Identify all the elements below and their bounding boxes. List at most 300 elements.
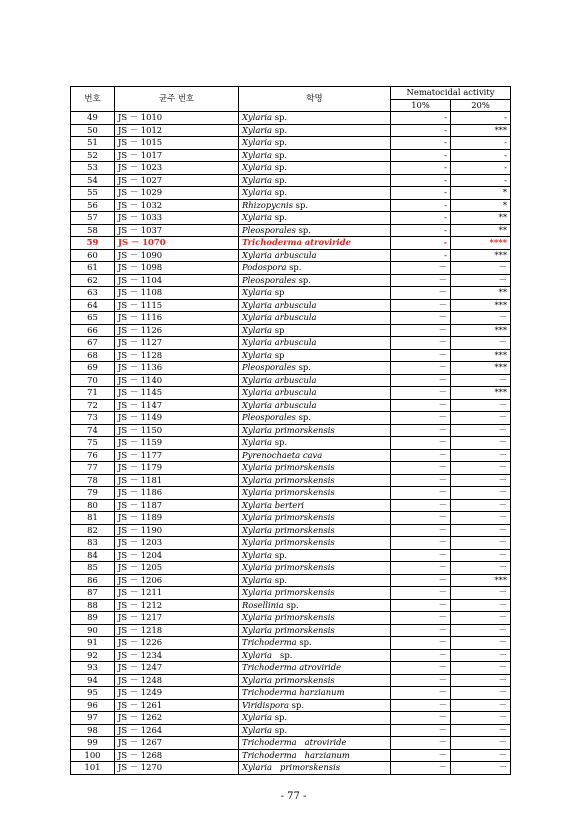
row-number: 58 [71, 224, 115, 237]
row-number: 85 [71, 562, 115, 575]
table-row [71, 362, 511, 375]
table-row [71, 237, 511, 250]
taxon-name: Xylaria primorskensis [242, 537, 335, 547]
scientific-name [239, 562, 391, 575]
row-number: 97 [71, 712, 115, 725]
strain-number: JS － 1115 [115, 299, 239, 312]
activity-20-percent: － [451, 424, 511, 437]
scientific-name [239, 737, 391, 750]
row-number: 93 [71, 662, 115, 675]
strain-number: JS － 1247 [115, 662, 239, 675]
strain-number: JS － 1205 [115, 562, 239, 575]
row-number: 65 [71, 312, 115, 325]
row-number: 92 [71, 649, 115, 662]
species-suffix: sp. [272, 124, 288, 135]
activity-10-percent: － [391, 349, 451, 362]
table-row [71, 537, 511, 550]
activity-20-percent: － [451, 674, 511, 687]
scientific-name [239, 437, 391, 450]
table-row [71, 387, 511, 400]
scientific-name [239, 299, 391, 312]
strain-number: JS － 1104 [115, 274, 239, 287]
table-row [71, 512, 511, 525]
species-suffix: sp. [296, 637, 312, 647]
taxon-name: Trichoderma harzianum [242, 687, 345, 697]
activity-20-percent: － [451, 512, 511, 525]
strain-number: JS － 1186 [115, 487, 239, 500]
table-row [71, 699, 511, 712]
activity-10-percent: － [391, 399, 451, 412]
activity-20-percent: － [451, 749, 511, 762]
species-suffix: sp [272, 324, 285, 335]
scientific-name [239, 137, 391, 150]
scientific-name [239, 712, 391, 725]
row-number: 66 [71, 324, 115, 337]
header-10-percent: 10% [391, 99, 451, 112]
activity-20-percent: － [451, 737, 511, 750]
species-suffix: sp. [272, 549, 288, 560]
row-number: 62 [71, 274, 115, 287]
strain-number: JS － 1116 [115, 312, 239, 325]
table-row [71, 337, 511, 350]
strain-number: JS － 1126 [115, 324, 239, 337]
strain-number: JS － 1204 [115, 549, 239, 562]
activity-20-percent: ** [451, 212, 511, 225]
row-number: 88 [71, 599, 115, 612]
activity-10-percent: － [391, 412, 451, 425]
activity-20-percent: － [451, 537, 511, 550]
table-row [71, 437, 511, 450]
activity-10-percent: - [391, 237, 451, 250]
row-number: 89 [71, 612, 115, 625]
table-row [71, 212, 511, 225]
strain-number: JS － 1262 [115, 712, 239, 725]
activity-10-percent: － [391, 374, 451, 387]
page-number: - 77 - [280, 791, 307, 802]
strain-number: JS － 1070 [115, 237, 239, 250]
strain-number: JS － 1098 [115, 262, 239, 275]
species-suffix: sp. [293, 199, 308, 210]
taxon-name: Xylaria primorskensis [242, 562, 335, 572]
species-suffix: sp. [272, 137, 288, 147]
scientific-name [239, 624, 391, 637]
table-row [71, 612, 511, 625]
taxon-name: Xylaria primorskensis [242, 624, 335, 635]
activity-10-percent: - [391, 124, 451, 137]
scientific-name [239, 599, 391, 612]
activity-20-percent: - [451, 162, 511, 175]
table-row [71, 487, 511, 500]
activity-10-percent: － [391, 362, 451, 375]
taxon-name: Trichoderma atroviride [242, 662, 342, 672]
scientific-name [239, 637, 391, 650]
activity-10-percent: － [391, 749, 451, 762]
row-number: 94 [71, 674, 115, 687]
row-number: 63 [71, 287, 115, 300]
scientific-name [239, 312, 391, 325]
strain-number: JS － 1190 [115, 524, 239, 537]
activity-10-percent: － [391, 687, 451, 700]
strain-number: JS － 1029 [115, 187, 239, 200]
scientific-name [239, 212, 391, 225]
activity-10-percent: － [391, 662, 451, 675]
taxon-name: Xylaria arbuscula [242, 337, 317, 347]
scientific-name [239, 487, 391, 500]
table-row [71, 549, 511, 562]
species-suffix: sp. [272, 112, 288, 122]
table-row [71, 587, 511, 600]
scientific-name [239, 249, 391, 262]
taxon-name: Xylaria [242, 162, 273, 172]
activity-20-percent: － [451, 612, 511, 625]
taxon-name: Pleosporales [242, 224, 296, 235]
table-row [71, 712, 511, 725]
scientific-name [239, 749, 391, 762]
activity-20-percent: *** [451, 387, 511, 400]
activity-20-percent: *** [451, 249, 511, 262]
activity-20-percent: **** [451, 237, 511, 250]
scientific-name [239, 324, 391, 337]
species-suffix: sp. [272, 724, 288, 735]
strain-number: JS － 1145 [115, 387, 239, 400]
row-number: 67 [71, 337, 115, 350]
taxon-name: Pleosporales [242, 362, 296, 372]
header-nematocidal-activity: Nematocidal activity [391, 87, 511, 100]
taxon-name: Xylaria primorskensis [242, 762, 341, 772]
activity-10-percent: － [391, 712, 451, 725]
activity-20-percent: * [451, 199, 511, 212]
taxon-name: Xylaria primorskensis [242, 512, 335, 522]
strain-number: JS － 1248 [115, 674, 239, 687]
activity-20-percent: － [451, 699, 511, 712]
activity-20-percent: *** [451, 299, 511, 312]
activity-20-percent: - [451, 174, 511, 187]
taxon-name: Xylaria [242, 712, 273, 722]
taxon-name: Xylaria arbuscula [242, 312, 317, 322]
row-number: 75 [71, 437, 115, 450]
row-number: 78 [71, 474, 115, 487]
table-row [71, 262, 511, 275]
scientific-name [239, 587, 391, 600]
strain-number: JS － 1270 [115, 762, 239, 775]
scientific-name [239, 524, 391, 537]
activity-20-percent: － [451, 624, 511, 637]
activity-20-percent: *** [451, 324, 511, 337]
table-row [71, 724, 511, 737]
strain-number: JS － 1159 [115, 437, 239, 450]
table-row [71, 574, 511, 587]
activity-10-percent: － [391, 474, 451, 487]
species-suffix: sp. [272, 574, 288, 585]
table-row [71, 499, 511, 512]
taxon-name: Xylaria [242, 174, 273, 185]
scientific-name [239, 724, 391, 737]
scientific-name [239, 387, 391, 400]
table-row [71, 149, 511, 162]
taxon-name: Rosellinia [242, 599, 284, 610]
scientific-name [239, 262, 391, 275]
row-number: 53 [71, 162, 115, 175]
table-row [71, 274, 511, 287]
activity-20-percent: － [451, 474, 511, 487]
strain-number: JS － 1268 [115, 749, 239, 762]
table-row [71, 762, 511, 775]
scientific-name [239, 449, 391, 462]
activity-10-percent: － [391, 337, 451, 350]
species-suffix: sp. [283, 599, 299, 610]
strain-number: JS － 1037 [115, 224, 239, 237]
activity-20-percent: － [451, 637, 511, 650]
activity-20-percent: － [451, 662, 511, 675]
taxon-name: Xylaria primorskensis [242, 524, 335, 535]
scientific-name [239, 224, 391, 237]
activity-20-percent: - [451, 137, 511, 150]
strain-number: JS － 1128 [115, 349, 239, 362]
table-row [71, 324, 511, 337]
taxon-name: Xylaria [242, 549, 273, 560]
activity-20-percent: *** [451, 349, 511, 362]
activity-10-percent: - [391, 187, 451, 200]
activity-10-percent: - [391, 112, 451, 125]
activity-20-percent: － [451, 724, 511, 737]
table-row [71, 287, 511, 300]
strain-number: JS － 1017 [115, 149, 239, 162]
activity-20-percent: － [451, 274, 511, 287]
activity-10-percent: - [391, 224, 451, 237]
table-row [71, 637, 511, 650]
table-row [71, 137, 511, 150]
activity-10-percent: － [391, 599, 451, 612]
taxon-name: Xylaria [242, 649, 273, 660]
activity-20-percent: － [451, 562, 511, 575]
scientific-name [239, 112, 391, 125]
taxon-name: Xylaria primorskensis [242, 674, 335, 685]
taxon-name: Xylaria primorskensis [242, 612, 335, 622]
activity-20-percent: － [451, 312, 511, 325]
table-row [71, 474, 511, 487]
taxon-name: Xylaria [242, 349, 273, 360]
taxon-name: Xylaria berteri [242, 499, 305, 510]
activity-20-percent: － [451, 337, 511, 350]
activity-10-percent: － [391, 299, 451, 312]
row-number: 55 [71, 187, 115, 200]
activity-20-percent: *** [451, 574, 511, 587]
taxon-name: Xylaria arbuscula [242, 299, 317, 310]
scientific-name [239, 674, 391, 687]
strain-number: JS － 1127 [115, 337, 239, 350]
strain-number: JS － 1217 [115, 612, 239, 625]
row-number: 99 [71, 737, 115, 750]
activity-10-percent: － [391, 637, 451, 650]
row-number: 90 [71, 624, 115, 637]
activity-10-percent: － [391, 437, 451, 450]
strain-number: JS － 1136 [115, 362, 239, 375]
row-number: 86 [71, 574, 115, 587]
scientific-name [239, 374, 391, 387]
activity-20-percent: － [451, 399, 511, 412]
activity-20-percent: *** [451, 362, 511, 375]
activity-20-percent: － [451, 687, 511, 700]
scientific-name [239, 349, 391, 362]
strain-number: JS － 1179 [115, 462, 239, 475]
row-number: 98 [71, 724, 115, 737]
scientific-name [239, 462, 391, 475]
strain-number: JS － 1108 [115, 287, 239, 300]
row-number: 77 [71, 462, 115, 475]
species-suffix: sp [272, 349, 285, 360]
activity-10-percent: － [391, 287, 451, 300]
row-number: 100 [71, 749, 115, 762]
row-number: 64 [71, 299, 115, 312]
table-row [71, 112, 511, 125]
strain-number: JS － 1187 [115, 499, 239, 512]
strain-number: JS － 1234 [115, 649, 239, 662]
activity-10-percent: － [391, 312, 451, 325]
table-body [71, 112, 511, 775]
activity-10-percent: － [391, 487, 451, 500]
activity-10-percent: - [391, 199, 451, 212]
activity-20-percent: － [451, 549, 511, 562]
row-number: 80 [71, 499, 115, 512]
taxon-name: Xylaria [242, 574, 273, 585]
scientific-name [239, 287, 391, 300]
activity-20-percent: * [451, 187, 511, 200]
table-row [71, 187, 511, 200]
taxon-name: Xylaria [242, 212, 273, 222]
taxon-name: Trichoderma [242, 637, 297, 647]
row-number: 82 [71, 524, 115, 537]
species-suffix: sp. [295, 412, 311, 422]
scientific-name [239, 412, 391, 425]
row-number: 95 [71, 687, 115, 700]
activity-20-percent: － [451, 437, 511, 450]
strain-number: JS － 1150 [115, 424, 239, 437]
activity-10-percent: － [391, 737, 451, 750]
header-scientific-name: 학명 [239, 87, 391, 112]
scientific-name [239, 274, 391, 287]
row-number: 49 [71, 112, 115, 125]
table-row [71, 349, 511, 362]
scientific-name [239, 537, 391, 550]
scientific-name [239, 399, 391, 412]
table-row [71, 424, 511, 437]
species-suffix: sp. [295, 362, 311, 372]
table-row [71, 374, 511, 387]
taxon-name: Xylaria arbuscula [242, 387, 317, 397]
activity-10-percent: － [391, 262, 451, 275]
row-number: 54 [71, 174, 115, 187]
species-suffix: sp. [272, 187, 288, 197]
activity-10-percent: - [391, 174, 451, 187]
scientific-name [239, 649, 391, 662]
strain-number: JS － 1212 [115, 599, 239, 612]
taxon-name: Xylaria [242, 149, 273, 160]
scientific-name [239, 337, 391, 350]
row-number: 91 [71, 637, 115, 650]
taxon-name: Trichoderma atroviride [242, 237, 351, 247]
activity-20-percent: － [451, 649, 511, 662]
strain-number: JS － 1033 [115, 212, 239, 225]
activity-20-percent: ** [451, 287, 511, 300]
scientific-name [239, 187, 391, 200]
scientific-name [239, 574, 391, 587]
activity-20-percent: － [451, 599, 511, 612]
table-row [71, 562, 511, 575]
taxon-name: Podospora [242, 262, 287, 272]
row-number: 68 [71, 349, 115, 362]
strain-number: JS － 1027 [115, 174, 239, 187]
scientific-name [239, 474, 391, 487]
row-number: 69 [71, 362, 115, 375]
nematocidal-activity-table [70, 86, 511, 775]
species-suffix: sp. [272, 212, 288, 222]
species-suffix: sp. [272, 162, 288, 172]
activity-20-percent: *** [451, 124, 511, 137]
row-number: 79 [71, 487, 115, 500]
scientific-name [239, 199, 391, 212]
scientific-name [239, 149, 391, 162]
taxon-name: Xylaria [242, 437, 273, 447]
species-suffix: sp. [289, 699, 304, 710]
species-suffix: sp. [272, 174, 288, 185]
taxon-name: Pleosporales [242, 274, 296, 285]
activity-10-percent: － [391, 274, 451, 287]
activity-20-percent: － [451, 262, 511, 275]
taxon-name: Pleosporales [242, 412, 296, 422]
row-number: 84 [71, 549, 115, 562]
row-number: 83 [71, 537, 115, 550]
row-number: 52 [71, 149, 115, 162]
scientific-name [239, 499, 391, 512]
strain-number: JS － 1140 [115, 374, 239, 387]
row-number: 96 [71, 699, 115, 712]
scientific-name [239, 549, 391, 562]
species-suffix: sp. [286, 262, 302, 272]
table-row [71, 199, 511, 212]
row-number: 101 [71, 762, 115, 775]
taxon-name: Xylaria arbuscula [242, 249, 317, 260]
table-row [71, 174, 511, 187]
activity-10-percent: － [391, 562, 451, 575]
strain-number: JS － 1149 [115, 412, 239, 425]
activity-10-percent: － [391, 324, 451, 337]
table-row [71, 462, 511, 475]
taxon-name: Xylaria primorskensis [242, 587, 335, 597]
header-strain-number: 균주 번호 [115, 87, 239, 112]
table-row [71, 524, 511, 537]
taxon-name: Rhizopycnis [242, 199, 293, 210]
table-row [71, 599, 511, 612]
activity-10-percent: － [391, 612, 451, 625]
row-number: 74 [71, 424, 115, 437]
activity-20-percent: － [451, 712, 511, 725]
activity-10-percent: - [391, 137, 451, 150]
taxon-name: Xylaria [242, 324, 273, 335]
taxon-name: Trichoderma harzianum [242, 749, 350, 760]
strain-number: JS － 1032 [115, 199, 239, 212]
row-number: 59 [71, 237, 115, 250]
table-row [71, 662, 511, 675]
activity-20-percent: － [451, 524, 511, 537]
activity-10-percent: - [391, 149, 451, 162]
table-row [71, 312, 511, 325]
taxon-name: Xylaria [242, 112, 273, 122]
strain-number: JS － 1177 [115, 449, 239, 462]
strain-number: JS － 1264 [115, 724, 239, 737]
scientific-name [239, 174, 391, 187]
strain-number: JS － 1261 [115, 699, 239, 712]
row-number: 61 [71, 262, 115, 275]
